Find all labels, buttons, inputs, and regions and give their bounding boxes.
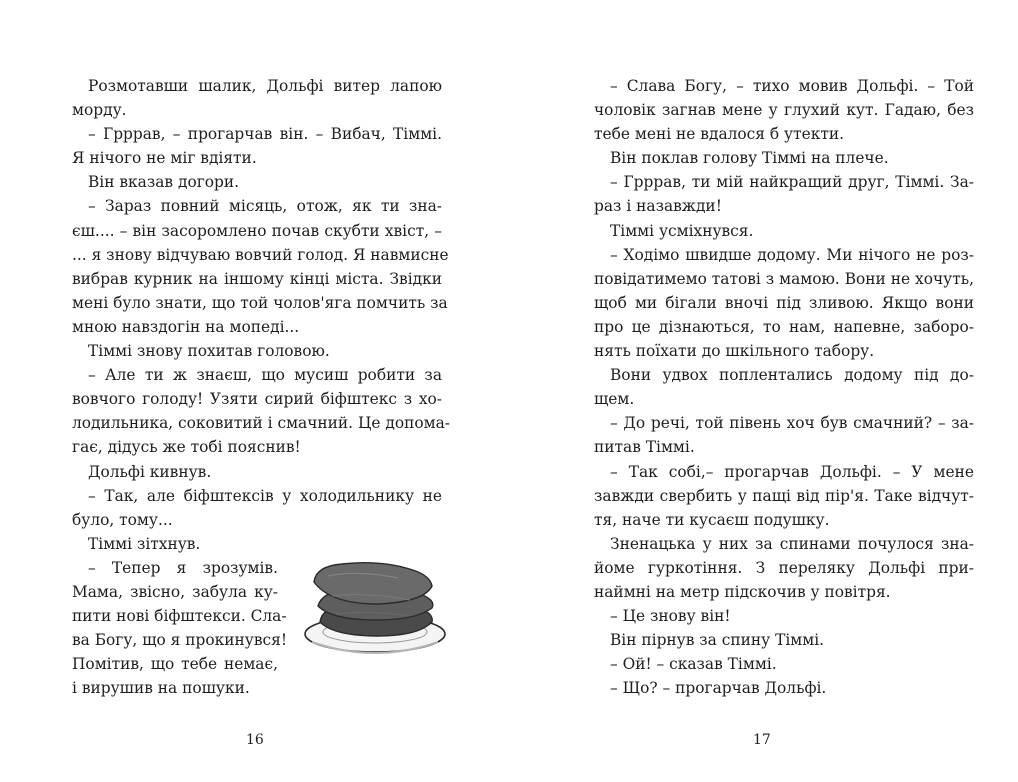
text-line: щем. — [594, 390, 635, 409]
text-line: – Ой! – сказав Тіммі. — [610, 655, 777, 674]
text-line: – Тепер я зрозумів. — [88, 558, 278, 577]
text-line: наймні на метр підскочив у повітря. — [594, 582, 891, 601]
text-line: щоб ми бігали вночі під зливою. Якщо вони — [594, 293, 974, 312]
text-line: Дольфі кивнув. — [88, 462, 212, 481]
right-page-text — [594, 74, 974, 700]
text-line: – Грррав, – прогарчав він. – Вибач, Тіммі. — [88, 125, 442, 144]
text-line: Тіммі знову похитав головою. — [88, 342, 330, 361]
text-line: повідатимемо татові з мамою. Вони не хочуть, — [594, 269, 974, 288]
text-line: Він пірнув за спину Тіммі. — [610, 631, 825, 650]
text-line: тя, наче ти кусаєш подушку. — [594, 510, 830, 529]
text-line: – Так собі,– прогарчав Дольфі. – У мене — [610, 462, 974, 481]
text-line: нять поїхати до шкільного табору. — [594, 342, 875, 361]
text-line: – До речі, той півень хоч був смачний? – за- — [610, 414, 974, 433]
text-line: йоме гуркотіння. З переляку Дольфі при- — [594, 558, 974, 577]
steak-on-plate-icon — [298, 548, 452, 664]
text-line: раз і назавжди! — [594, 197, 722, 216]
text-line: Тіммі зітхнув. — [88, 534, 201, 553]
page-number: 17 — [753, 732, 771, 748]
text-line: – Це знову він! — [610, 607, 731, 626]
text-line: мною навздогін на мопеді... — [72, 317, 300, 336]
text-line: чоловік загнав мене у глухий кут. Гадаю, без — [594, 101, 974, 120]
text-line: Він поклав голову Тіммі на плече. — [610, 149, 889, 168]
text-line: Я нічого не міг вдіяти. — [72, 149, 257, 168]
text-line: ва Богу, що я прокинувся! — [72, 631, 288, 650]
text-line: тебе мені не вдалося б утекти. — [594, 125, 845, 144]
text-line: вовчого голоду! Узяти сирий біфштекс з хо- — [72, 390, 442, 409]
text-line: – Так, але біфштексів у холодильнику не — [88, 486, 442, 505]
text-line: питав Тіммі. — [594, 438, 695, 457]
page-number: 16 — [246, 732, 264, 748]
text-line: – Слава Богу, – тихо мовив Дольфі. – Той — [610, 77, 974, 95]
text-line: про це дізнаються, то нам, напевне, заборо- — [594, 317, 974, 336]
text-line: гає, дідусь же тобі пояснив! — [72, 438, 301, 457]
right-page — [509, 0, 1018, 782]
text-line: – Ходімо швидше додому. Ми нічого не роз- — [610, 245, 974, 264]
text-line: Розмотавши шалик, Дольфі витер лапою — [88, 77, 442, 95]
text-line: морду. — [72, 101, 127, 120]
text-line: Він вказав догори. — [88, 173, 240, 192]
text-line: єш.... – він засоромлено почав скубти хвіст, – — [72, 221, 442, 240]
text-line: було, тому... — [72, 510, 173, 529]
text-line: ... я знову відчуваю вовчий голод. Я навмисне — [72, 245, 449, 264]
text-line: пити нові біфштекси. Сла- — [72, 607, 287, 626]
text-line: і вирушив на пошуки. — [72, 679, 250, 698]
text-line: – Зараз повний місяць, отож, як ти зна- — [88, 197, 442, 216]
text-line: – Грррав, ти мій найкращий друг, Тіммі. За- — [610, 173, 974, 192]
text-line: Помітив, що тебе немає, — [72, 655, 278, 674]
text-line: мені було знати, що той чолов'яга помчить за — [72, 293, 448, 312]
text-line: лодильника, соковитий і смачний. Це допома- — [72, 414, 450, 433]
text-line: – Що? – прогарчав Дольфі. — [610, 679, 827, 698]
text-line: Зненацька у них за спинами почулося зна- — [610, 534, 974, 553]
text-line: Мама, звісно, забула ку- — [72, 582, 278, 601]
text-line: завжди свербить у пащі від пір'я. Таке відчут- — [594, 486, 974, 505]
text-line: Тіммі усміхнувся. — [610, 221, 754, 240]
text-line: Вони удвох поплентались додому під до- — [610, 366, 974, 385]
text-line: вибрав курник на іншому кінці міста. Звідки — [72, 269, 442, 288]
text-line: – Але ти ж знаєш, що мусиш робити за — [88, 366, 442, 385]
